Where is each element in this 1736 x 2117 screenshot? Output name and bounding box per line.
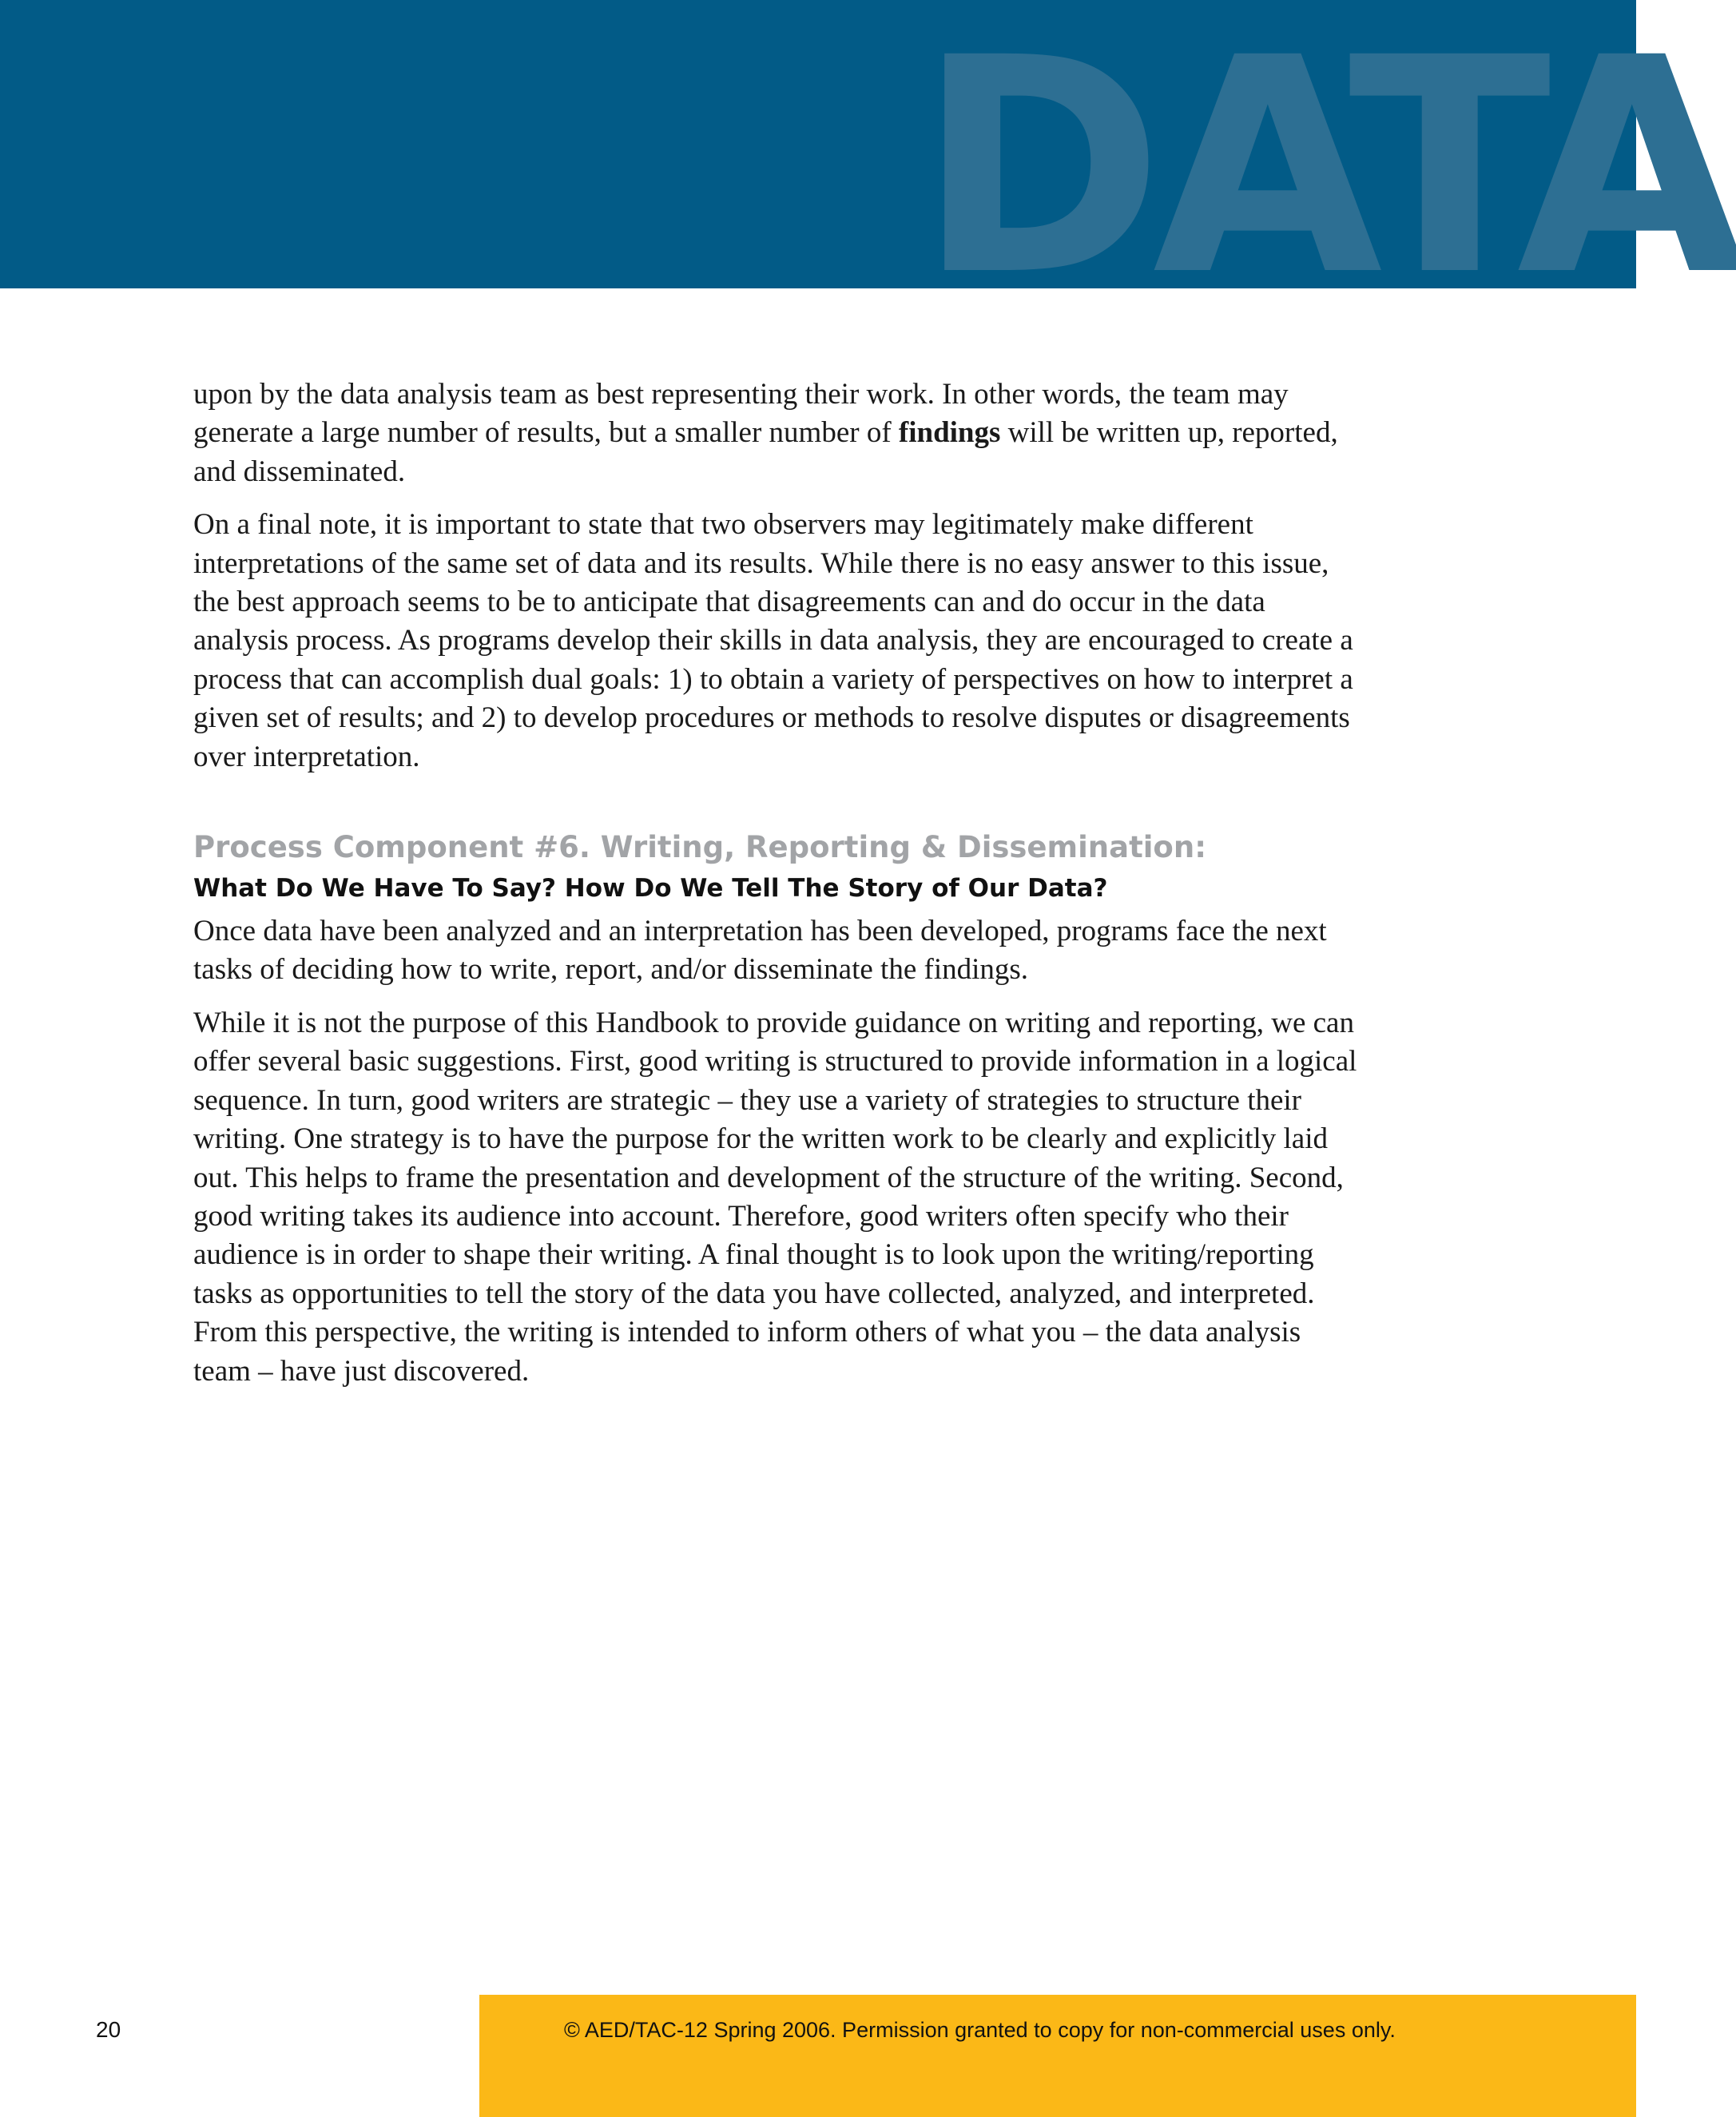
section-title: Process Component #6. Writing, Reporting & Dissemination: <box>193 830 1206 865</box>
section-subtitle: What Do We Have To Say? How Do We Tell The Story of Our Data? <box>193 874 1108 904</box>
paragraph-next-tasks: Once data have been analyzed and an interpretation has been developed, programs face the next tasks of deciding how to write, report, and/or disseminate the findings. <box>193 915 1327 987</box>
page-number: 20 <box>96 2017 121 2042</box>
copyright-notice: © AED/TAC-12 Spring 2006. Permission granted to copy for non-commercial uses only. <box>564 2018 1396 2042</box>
paragraph-findings-end: will be written up, reported, and disseminated. <box>193 416 1338 488</box>
paragraph-final-note: On a final note, it is important to state that two observers may legitimately make different interpretations of the same set of data and its results. While there is no easy answer to this issue, the best approach seems to be to anticipate that disagreements can and do occur in the data analysis process. As programs develop their skills in data analysis, they are encouraged to create a process that can accomplish dual goals: 1) to obtain a variety of perspectives on how to interpret a given set of results; and 2) to develop procedures or methods to resolve disputes or disagreements over interpretation. <box>193 508 1353 773</box>
findings-emphasis: findings <box>898 416 1001 450</box>
paragraph-writing-suggestions: While it is not the purpose of this Handbook to provide guidance on writing and reporting, we can offer several basic suggestions. First, good writing is structured to provide information in a logical sequence. In turn, good writers are strategic – they use a variety of strategies to structure their writing. One strategy is to have the purpose for the written work to be clearly and explicitly laid out. This helps to frame the presentation and development of the structure of the writing. Second, good writing takes its audience into account. Therefore, good writers often specify who their audience is in order to shape their writing. A final thought is to look upon the writing/reporting tasks as opportunities to tell the story of the data you have collected, analyzed, and interpreted. From this perspective, the writing is intended to inform others of what you – the data analysis team – have just discovered. <box>193 1006 1357 1388</box>
paragraph-findings <box>193 375 1360 491</box>
footer-banner <box>479 1995 1636 2117</box>
header-data-word: DATA <box>917 0 1736 340</box>
paragraph-findings-start: upon by the data analysis team as best representing their work. In other words, the team may generate a large number of results, but a smaller number of <box>193 378 1289 450</box>
main-content <box>193 375 1360 1405</box>
header-banner <box>0 0 1736 340</box>
